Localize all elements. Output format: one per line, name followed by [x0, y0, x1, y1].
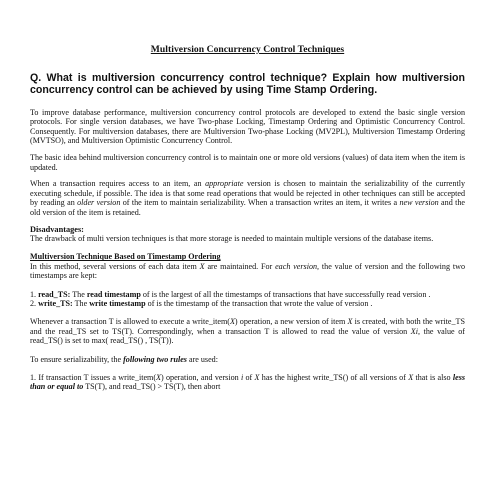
question-heading: Q. What is multiversion concurrency control technique? Explain how multiversion concurrency control can be achieved by using Time Stamp Ordering.	[30, 72, 465, 96]
access-paragraph: When a transaction requires access to an item, an appropriate version is chosen to maintain the serializability of the currently executing schedule, if possible. The idea is that some read operations that would be rejected in other techniques can still be accepted by reading an older version of the item to maintain serializability. When a transaction writes an item, it writes a new version and the old version of the item is retained.	[30, 179, 465, 217]
basic-idea-paragraph: The basic idea behind multiversion concurrency control is to maintain one or more old versions (values) of data item when the item is updated.	[30, 153, 465, 172]
disadvantages-text: The drawback of multi version techniques is that more storage is needed to maintain multiple versions of the database items.	[30, 233, 434, 243]
rules-intro-paragraph: To ensure serializability, the following two rules are used:	[30, 354, 218, 364]
document-title: Multiversion Concurrency Control Techniques	[150, 44, 345, 55]
write-ts-item: 2. write_TS: The write timestamp of is the timestamp of the transaction that wrote the value of version .	[30, 299, 373, 308]
technique-heading: Multiversion Technique Based on Timestamp Ordering	[30, 252, 221, 262]
intro-paragraph: To improve database performance, multiversion concurrency control protocols are developed to extend the basic single version protocols. For single version databases, we have Two-phase Locking, Timestamp Ordering and Optimistic Concurrency Control. Consequently. For multiversion databases, there are Multiversion Two-phase Locking (MV2PL), Multiversion Timestamp Ordering (MVTSO), and Multiversion Optimistic Concurrency Control.	[30, 108, 465, 146]
disadvantages-heading: Disadvantages:	[30, 224, 84, 234]
read-ts-item: 1. read_TS: The read timestamp of is the largest of all the timestamps of transactions that have successfully read version .	[30, 289, 431, 299]
rule-one-paragraph: 1. If transaction T issues a write_item(X) operation, and version i of X has the highest write_TS() of all versions of X that is also less than or equal to TS(T), and read_TS() > TS(T), then abort	[30, 373, 466, 392]
write-item-paragraph: Whenever a transaction T is allowed to execute a write_item(X) operation, a new version of item X is created, with both the write_TS and the read_TS set to TS(T). Correspondingly, when a transaction T is allowed to read the value of version Xi, the value of read_TS() is set to max( read_TS() , TS(T)).	[30, 317, 466, 346]
technique-paragraph: In this method, several versions of each data item X are maintained. For each version, the value of version and the following two timestamps are kept:	[30, 261, 465, 281]
